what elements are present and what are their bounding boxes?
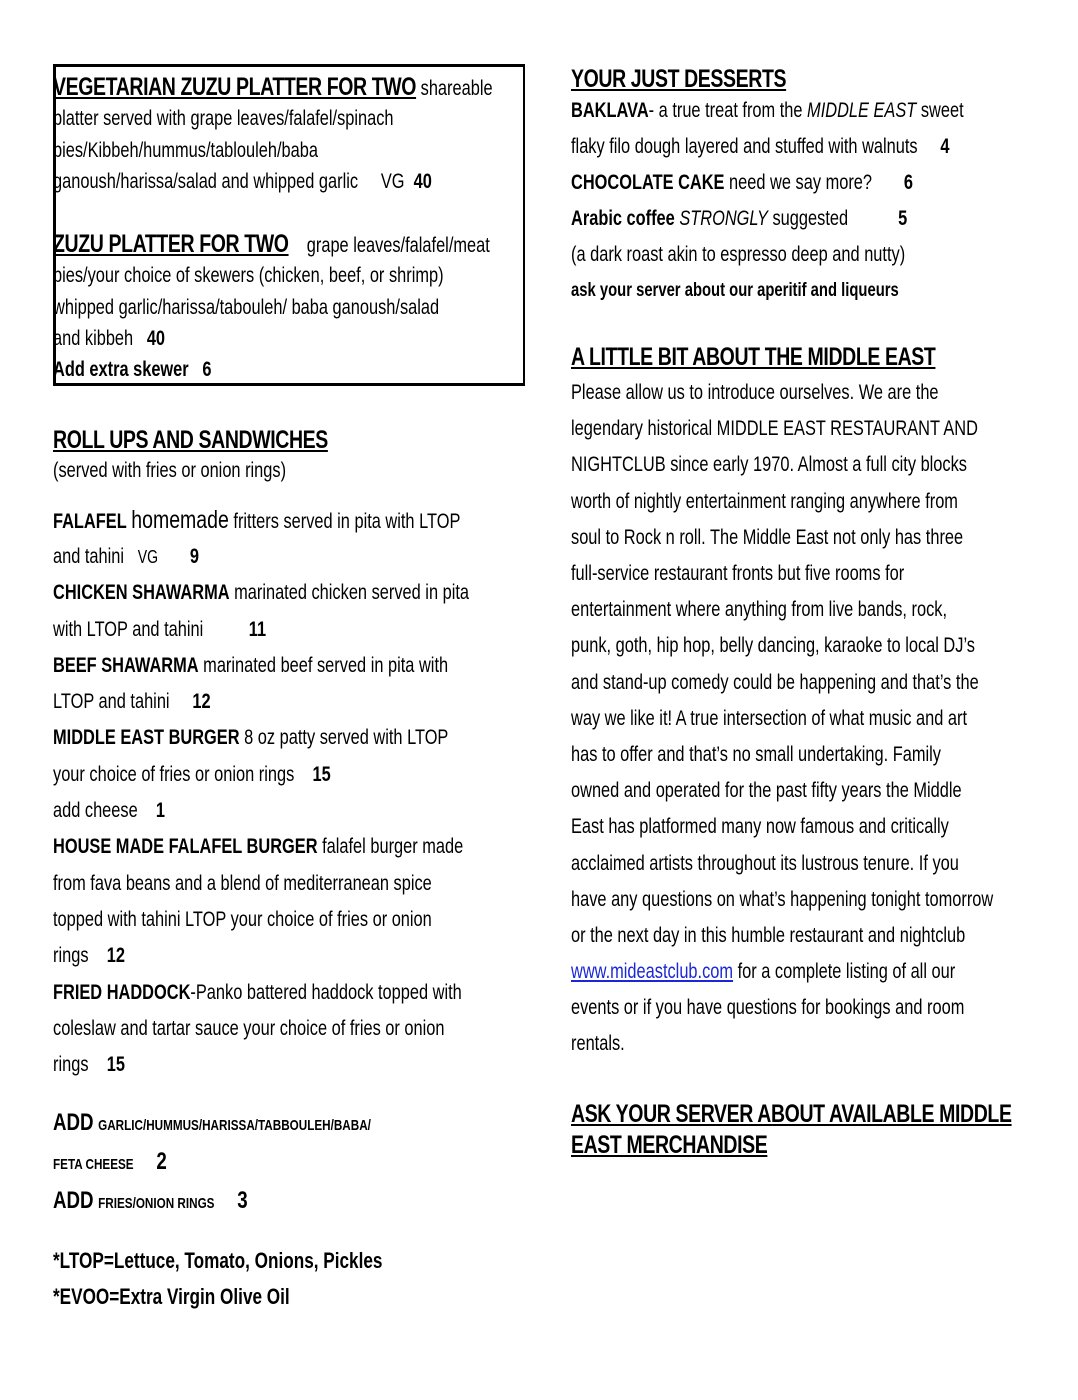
chicken-price: 11 <box>248 618 267 641</box>
chicken-line2: with LTOP and tahini 11 <box>53 618 267 641</box>
rollups-subheading: (served with fries or onion rings) <box>53 459 287 482</box>
about-line: punk, goth, hip hop, belly dancing, karaoke to local DJ’s <box>571 634 975 657</box>
about-line: full-service restaurant fronts but five rooms for <box>571 562 905 585</box>
about-line: East has platformed many now famous and critically <box>571 815 949 838</box>
about-link-line: www.mideastclub.com for a complete listing of all our <box>571 960 956 983</box>
veg-platter-line1: VEGETARIAN ZUZU PLATTER FOR TWO shareable <box>53 73 493 101</box>
rollups-heading: ROLL UPS AND SANDWICHES <box>53 426 328 454</box>
addon-price1: 2 <box>156 1148 167 1175</box>
falafel-burger-line3: topped with tahini LTOP your choice of fries or onion <box>53 908 432 931</box>
extra-skewer-price: 6 <box>202 358 212 381</box>
chicken-line1: CHICKEN SHAWARMA marinated chicken served in pita <box>53 581 470 604</box>
merch-heading-1: ASK YOUR SERVER ABOUT AVAILABLE MIDDLE <box>571 1100 1012 1128</box>
coffee-price: 5 <box>898 207 908 230</box>
zuzu-platter-title: ZUZU PLATTER FOR TWO <box>53 230 289 258</box>
falafel-burger-price: 12 <box>106 944 125 967</box>
about-line: legendary historical MIDDLE EAST RESTAURANT AND <box>571 417 978 440</box>
addon-line2: FETA CHEESE 2 <box>53 1148 167 1175</box>
about-line: Please allow us to introduce ourselves. We are the <box>571 381 939 404</box>
beef-line1: BEEF SHAWARMA marinated beef served in pita with <box>53 654 449 677</box>
haddock-name: FRIED HADDOCK <box>53 981 191 1004</box>
veg-platter-line2: platter served with grape leaves/falafel/spinach <box>53 107 394 130</box>
burger-line1: MIDDLE EAST BURGER 8 oz patty served with LTOP <box>53 726 449 749</box>
falafel-name: FALAFEL <box>53 510 127 533</box>
falafel-burger-name: HOUSE MADE FALAFEL BURGER <box>53 835 318 858</box>
website-link[interactable]: www.mideastclub.com <box>571 960 734 983</box>
about-line: acclaimed artists throughout its lustrous tenure. If you <box>571 852 959 875</box>
merch-line1 <box>571 1099 1078 1131</box>
burger-price: 15 <box>312 763 331 786</box>
burger-line2: your choice of fries or onion rings 15 <box>53 763 331 786</box>
baklava-line2: flaky filo dough layered and stuffed with walnuts 4 <box>571 135 950 158</box>
cake-name: CHOCOLATE CAKE <box>571 171 725 194</box>
falafel-burger-line1: HOUSE MADE FALAFEL BURGER falafel burger made <box>53 835 464 858</box>
desserts-heading-line <box>571 64 1078 96</box>
about-line: entertainment where anything from live bands, rock, <box>571 598 948 621</box>
zuzu-platter-line3: whipped garlic/harissa/tabouleh/ baba ganoush/salad <box>53 296 440 319</box>
baklava-name: BAKLAVA <box>571 99 649 122</box>
vegan-tag: VG <box>380 170 405 193</box>
zuzu-platter-line4: and kibbeh 40 <box>53 327 166 350</box>
aperitif-note: ask your server about our aperitif and liqueurs <box>571 280 899 301</box>
coffee-note: (a dark roast akin to espresso deep and nutty) <box>571 243 906 266</box>
haddock-price: 15 <box>106 1053 125 1076</box>
haddock-line2: coleslaw and tartar sauce your choice of fries or onion <box>53 1017 445 1040</box>
addon-line3: ADD FRIES/ONION RINGS 3 <box>53 1187 248 1214</box>
evoo-note: *EVOO=Extra Virgin Olive Oil <box>53 1284 290 1309</box>
cake-line: CHOCOLATE CAKE need we say more? 6 <box>571 171 913 194</box>
veg-platter-price: 40 <box>413 170 432 193</box>
about-line: NIGHTCLUB since early 1970. Almost a full city blocks <box>571 453 967 476</box>
veg-platter-line3: pies/Kibbeh/hummus/tablouleh/baba <box>53 139 318 162</box>
ltop-note: *LTOP=Lettuce, Tomato, Onions, Pickles <box>53 1248 383 1273</box>
beef-name: BEEF SHAWARMA <box>53 654 199 677</box>
zuzu-platter-line2: pies/your choice of skewers (chicken, beef, or shrimp) <box>53 264 444 287</box>
falafel-burger-line4: rings 12 <box>53 944 125 967</box>
baklava-line1: BAKLAVA- a true treat from the MIDDLE EAST sweet <box>571 99 964 122</box>
about-heading: A LITTLE BIT ABOUT THE MIDDLE EAST <box>571 343 936 371</box>
falafel-burger-line2: from fava beans and a blend of mediterranean spice <box>53 872 432 895</box>
veg-platter-line4: ganoush/harissa/salad and whipped garlic VG 40 <box>53 170 432 193</box>
merch-line2 <box>571 1130 1078 1162</box>
cake-price: 6 <box>903 171 913 194</box>
about-heading-line <box>571 342 1078 374</box>
baklava-price: 4 <box>940 135 950 158</box>
beef-price: 12 <box>192 690 211 713</box>
veg-platter-title: VEGETARIAN ZUZU PLATTER FOR TWO <box>53 73 417 101</box>
about-line: and stand-up comedy could be happening and that’s the <box>571 671 979 694</box>
coffee-line: Arabic coffee STRONGLY suggested 5 <box>571 207 908 230</box>
falafel-line2: and tahini VG 9 <box>53 545 199 568</box>
zuzu-platter-line1: ZUZU PLATTER FOR TWO grape leaves/falafel/meat <box>53 230 490 258</box>
about-line: has to offer and that’s no small undertaking. Family <box>571 743 941 766</box>
addon-line1: ADD GARLIC/HUMMUS/HARISSA/TABBOULEH/BABA/ <box>53 1109 371 1136</box>
coffee-name: Arabic coffee <box>571 207 675 230</box>
about-line-18: events or if you have questions for bookings and room <box>571 996 965 1019</box>
about-line: way we like it! A true intersection of what music and art <box>571 707 968 730</box>
about-line-19: rentals. <box>571 1032 625 1055</box>
extra-skewer-line: Add extra skewer 6 <box>53 358 212 381</box>
zuzu-platter-price: 40 <box>146 327 166 350</box>
about-line: owned and operated for the past fifty years the Middle <box>571 779 962 802</box>
about-line: worth of nightly entertainment ranging anywhere from <box>571 490 958 513</box>
about-line: have any questions on what’s happening tonight tomorrow <box>571 888 994 911</box>
about-line: or the next day in this humble restaurant and nightclub <box>571 924 966 947</box>
merch-heading-2: EAST MERCHANDISE <box>571 1131 768 1159</box>
about-line: soul to Rock n roll. The Middle East not only has three <box>571 526 964 549</box>
falafel-line1: FALAFEL homemade fritters served in pita with LTOP <box>53 506 461 534</box>
addon-price2: 3 <box>237 1187 248 1214</box>
cheese-price: 1 <box>155 799 166 822</box>
desserts-heading: YOUR JUST DESSERTS <box>571 65 787 93</box>
cheese-line: add cheese 1 <box>53 799 166 822</box>
chicken-name: CHICKEN SHAWARMA <box>53 581 230 604</box>
beef-line2: LTOP and tahini 12 <box>53 690 211 713</box>
falafel-price: 9 <box>189 545 199 568</box>
haddock-line1: FRIED HADDOCK-Panko battered haddock topped with <box>53 981 462 1004</box>
burger-name: MIDDLE EAST BURGER <box>53 726 240 749</box>
haddock-line3: rings 15 <box>53 1053 125 1076</box>
